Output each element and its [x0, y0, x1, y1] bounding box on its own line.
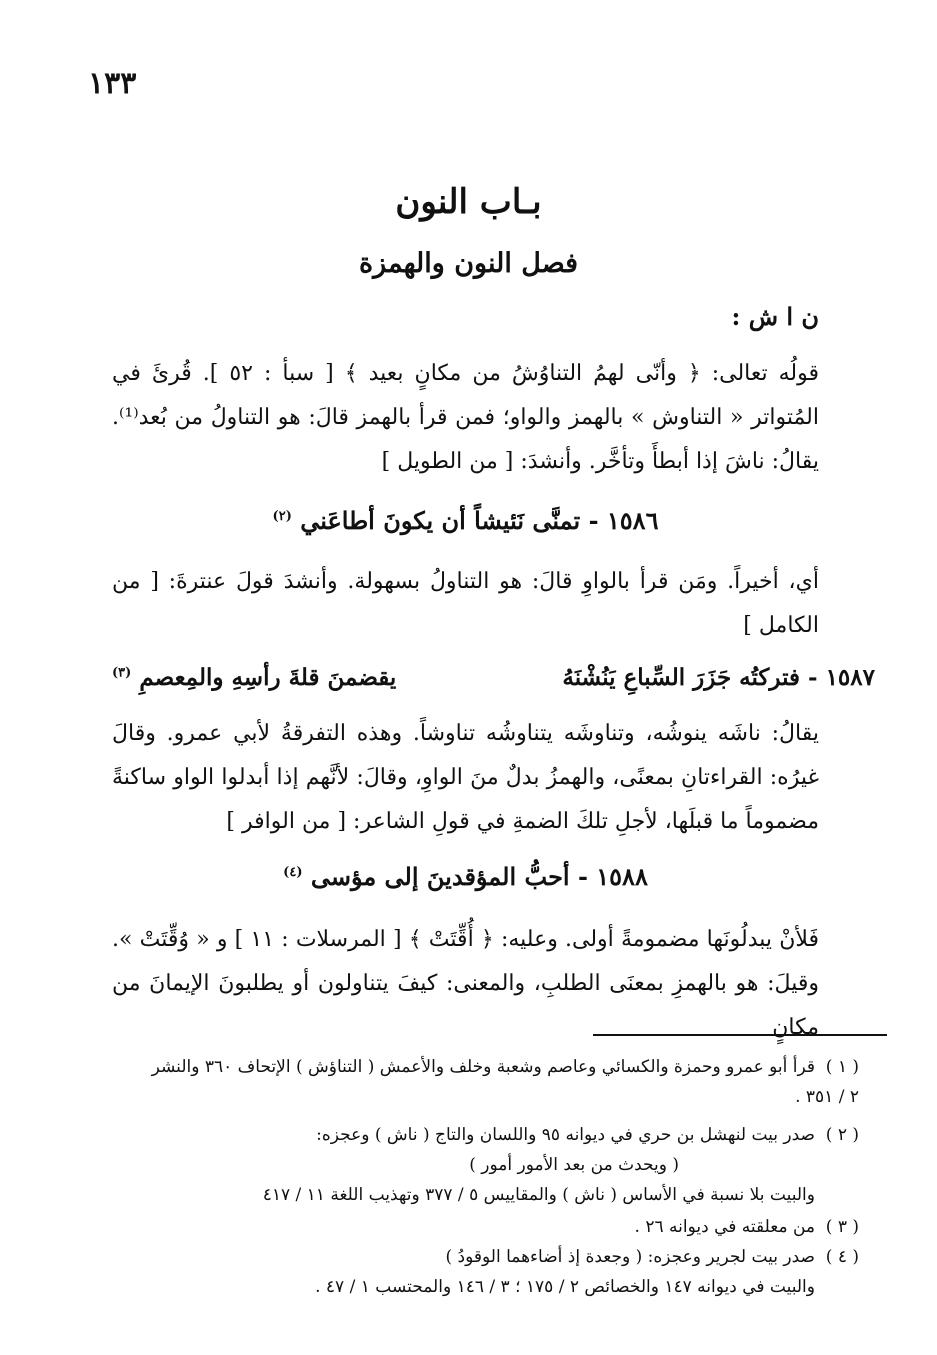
footnote-2 — [90, 1120, 859, 1210]
footnote-ref: (٣) — [112, 665, 132, 681]
verse-1586 — [112, 506, 819, 535]
footnote-text: قرأ أبو عمرو وحمزة والكسائي وعاصم وشعبة وخلف والأعمش ( التناؤش ) الإتحاف ٣٦٠ والنشر — [151, 1057, 815, 1077]
footnote-text: صدر بيت لجرير وعجزه: ( وجعدة إذ أضاءهما الوقودُ ) — [445, 1247, 815, 1267]
footnote-number: ( ٤ ) — [825, 1247, 859, 1267]
verse-hemistich-2-text: يقضمنَ قلةَ رأسِهِ والمِعصمِ — [139, 664, 397, 691]
footnote-number: ( ٢ ) — [825, 1125, 859, 1145]
verse-hemistich-1: ١٥٨٧ - فتركتُه جَزَرَ السِّباعِ يَنُشْنَهُ — [562, 664, 875, 691]
paragraph-4: فَلأنْ يبدلُونَها مضمومةً أولى. وعليه: ﴿ أُقِّتَتْ ﴾ [ المرسلات : ١١ ] و « وُقِّتَتْ ». وقيلَ: هو بالهمزِ بمعنَى الطلبِ، والمعنى: كيفَ يتناولون أو يطلبونَ الإيمانَ من مكانٍ — [112, 927, 819, 1040]
footnote-ref: (٢) — [272, 509, 292, 524]
footnote-ref: (٤) — [283, 865, 303, 880]
footnote-text: ( ويحدث من بعد الأمور أمور ) — [469, 1155, 679, 1175]
footnote-divider — [593, 1034, 887, 1036]
footnote-3 — [90, 1212, 859, 1242]
footnote-text: صدر بيت لنهشل بن حري في ديوانه ٩٥ واللسان والتاج ( ناش ) وعجزه: — [316, 1125, 815, 1145]
root-heading: ن ا ش : — [731, 302, 819, 331]
paragraph-3: يقالُ: ناشَه ينوشُه، وتناوشَه يتناوشُه تناوشاً. وهذه التفرقةُ لأبي عمرو. وقالَ غيرُه: القراءتانِ بمعنًى، والهمزُ بدلٌ منَ الواوِ، وقالَ: لأنَّهم إذا أبدلوا الواو ساكنةً مضموماً ما قبلَها، لأجلِ تلكَ الضمةِ في قولِ الشاعر: [ من الوافر ] — [112, 721, 819, 834]
verse-text: ١٥٨٦ - تمنَّى نَئيشاً أن يكونَ أطاعَني — [300, 506, 659, 535]
footnote-text: من معلقته في ديوانه ٢٦ . — [634, 1217, 815, 1237]
footnote-4 — [90, 1242, 859, 1302]
chapter-title: بـاب النون — [395, 182, 542, 222]
paragraph-2: أي، أخيراً. ومَن قرأ بالواوِ قالَ: هو التناولُ بسهولة. وأنشدَ قولَ عنترةَ: [ من الكامل ] — [112, 569, 819, 638]
verse-hemistich-2 — [112, 664, 396, 691]
verse-1587 — [112, 664, 875, 691]
verse-1588 — [112, 862, 819, 891]
page-number: ١٣٣ — [88, 66, 137, 101]
footnote-number: ( ٣ ) — [825, 1217, 859, 1237]
paragraph-1: قولُه تعالى: ﴿ وأنّى لهمُ التناوُشُ من مكانٍ بعيد ﴾ [ سبأ : ٥٢ ]. قُرئَ في المُتواتر « التناوش » بالهمز والواو؛ فمن قرأ بالهمز قالَ: هو التناولُ من بُعد⁽¹⁾. يقالُ: ناشَ إذا أبطأَ وتأخَّر. وأنشدَ: [ من الطويل ] — [112, 361, 819, 474]
footnote-text: والبيت في ديوانه ١٤٧ والخصائص ٢ / ١٧٥ ؛ ٣ / ١٤٦ والمحتسب ١ / ٤٧ . — [315, 1277, 815, 1297]
footnote-text: والبيت بلا نسبة في الأساس ( ناش ) والمقاييس ٥ / ٣٧٧ وتهذيب اللغة ١١ / ٤١٧ — [262, 1185, 815, 1205]
footnote-number: ( ١ ) — [825, 1057, 859, 1077]
footnote-text: ٢ / ٣٥١ . — [795, 1087, 859, 1107]
footnote-1 — [90, 1052, 859, 1112]
section-title: فصل النون والهمزة — [358, 248, 579, 279]
verse-text: ١٥٨٨ - أحبُّ المؤقدينَ إلى مؤسى — [310, 862, 648, 891]
